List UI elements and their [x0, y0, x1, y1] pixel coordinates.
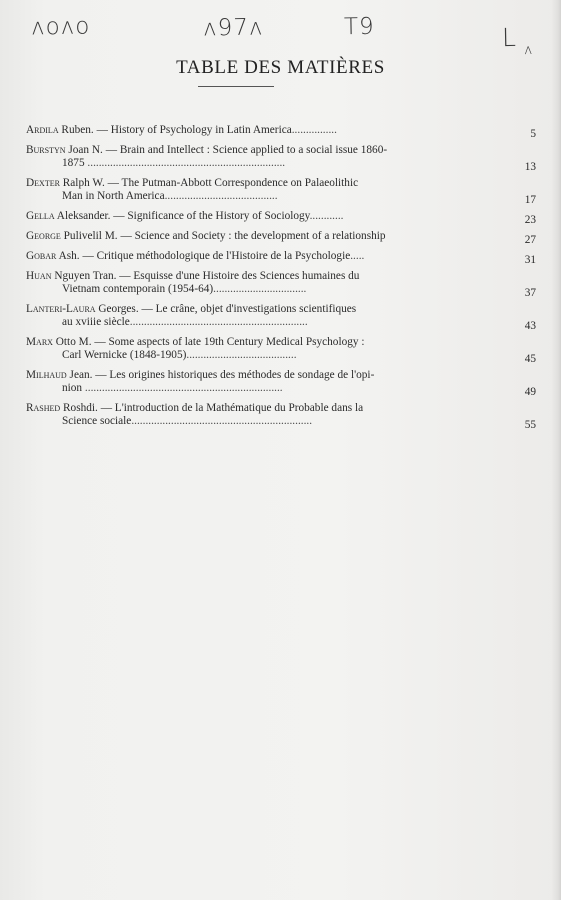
toc-entry-text: Joan N. — Brain and Intellect : Science applied to a social issue 1860- [65, 144, 388, 156]
toc-entry-text: Carl Wernicke (1848-1905) [62, 349, 187, 361]
toc-entry [26, 369, 536, 398]
toc-leader-dots: ..... [350, 250, 365, 262]
toc-entry [26, 336, 536, 365]
toc-entry-text: Ralph W. — The Putman-Abbott Correspondence on Palaeolithic [59, 177, 359, 189]
handwritten-note-5: ʌ [523, 41, 534, 59]
toc-entry [26, 402, 536, 431]
table-of-contents [26, 124, 536, 435]
toc-entry [26, 230, 536, 246]
toc-entry-line [26, 336, 536, 349]
toc-entry-line [26, 124, 536, 137]
toc-leader-dots: ....................................... [186, 349, 297, 361]
toc-page-number: 5 [530, 128, 536, 140]
toc-page-number: 23 [524, 214, 536, 226]
toc-entry [26, 124, 536, 140]
toc-author: Gobar [26, 250, 57, 262]
toc-entry-line [26, 270, 536, 283]
toc-entry-line [26, 210, 536, 223]
toc-entry [26, 303, 536, 332]
toc-author: Rashed [26, 402, 61, 414]
toc-author: Milhaud [26, 369, 67, 381]
handwritten-note-2: ʌ97ʌ [202, 14, 264, 42]
toc-author: Ardila [26, 124, 59, 136]
toc-leader-dots: ............ [309, 210, 344, 222]
toc-entry [26, 210, 536, 226]
page-edge-shadow [551, 0, 561, 900]
toc-entry-text: Roshdi. — L'introduction de la Mathématique du Probable dans la [60, 402, 364, 414]
toc-entry-line [26, 283, 536, 296]
toc-entry-text: Jean. — Les origines historiques des méthodes de sondage de l'opi- [66, 369, 375, 381]
toc-entry [26, 144, 536, 173]
toc-entry-text: Man in North America [62, 190, 165, 202]
toc-leader-dots: ............................................................... [129, 316, 308, 328]
toc-entry-text: Georges. — Le crâne, objet d'investigations scientifiques [95, 303, 357, 315]
toc-entry-text: Ruben. — History of Psychology in Latin America [58, 124, 292, 136]
toc-entry-line [26, 250, 536, 263]
toc-entry-text: Vietnam contemporain (1954-64) [62, 283, 214, 295]
toc-page-number: 13 [524, 161, 536, 173]
toc-page-number: 45 [524, 353, 536, 365]
toc-author: Marx [26, 336, 53, 348]
toc-entry-line [26, 230, 536, 243]
toc-entry [26, 250, 536, 266]
toc-leader-dots: ...................................................................... [87, 157, 286, 169]
toc-entry-line [26, 144, 536, 157]
toc-entry-line [26, 349, 536, 362]
toc-page-number: 55 [524, 419, 536, 431]
toc-page-number: 37 [524, 287, 536, 299]
toc-entry-text: Ash. — Critique méthodologique de l'Histoire de la Psychologie [56, 250, 351, 262]
toc-entry-text: Aleksander. — Significance of the History of Sociology [54, 210, 310, 222]
title-underline [198, 86, 274, 87]
toc-entry-text: nion [62, 382, 85, 394]
toc-author: Burstyn [26, 144, 66, 156]
toc-author: Gella [26, 210, 55, 222]
toc-leader-dots: ................................. [213, 283, 307, 295]
toc-entry-text: 1875 [62, 157, 88, 169]
toc-entry-text: au xviiie siècle [62, 316, 130, 328]
toc-author: George [26, 230, 61, 242]
toc-author: Dexter [26, 177, 60, 189]
toc-leader-dots: ................................................................ [131, 415, 313, 427]
toc-leader-dots: ................ [291, 124, 337, 136]
toc-leader-dots: ........................................ [164, 190, 278, 202]
handwritten-note-1: ʌoʌo [30, 13, 91, 41]
toc-entry-text: Science sociale [62, 415, 132, 427]
toc-entry [26, 270, 536, 299]
toc-entry-text: Nguyen Tran. — Esquisse d'une Histoire des Sciences humaines du [51, 270, 360, 282]
toc-entry-text: Otto M. — Some aspects of late 19th Century Medical Psychology : [52, 336, 365, 348]
toc-entry-line [26, 316, 536, 329]
page-title: TABLE DES MATIÈRES [176, 57, 385, 78]
toc-entry-line [26, 415, 536, 428]
toc-author: Lanteri-Laura [26, 303, 96, 315]
toc-entry [26, 177, 536, 206]
toc-entry-line [26, 369, 536, 382]
handwritten-note-3: T9 [343, 13, 375, 41]
toc-entry-line [26, 402, 536, 415]
handwritten-note-4: L [501, 22, 518, 53]
toc-leader-dots: ...................................................................... [84, 382, 283, 394]
toc-page-number: 27 [524, 234, 536, 246]
toc-page-number: 43 [524, 320, 536, 332]
toc-entry-line [26, 157, 536, 170]
toc-entry-line [26, 382, 536, 395]
toc-page-number: 17 [524, 194, 536, 206]
toc-entry-line [26, 190, 536, 203]
toc-entry-text: Pulivelil M. — Science and Society : the development of a relationship [60, 230, 386, 242]
toc-page-number: 31 [524, 254, 536, 266]
toc-author: Huan [26, 270, 52, 282]
toc-page-number: 49 [524, 386, 536, 398]
toc-entry-line [26, 303, 536, 316]
toc-entry-line [26, 177, 536, 190]
